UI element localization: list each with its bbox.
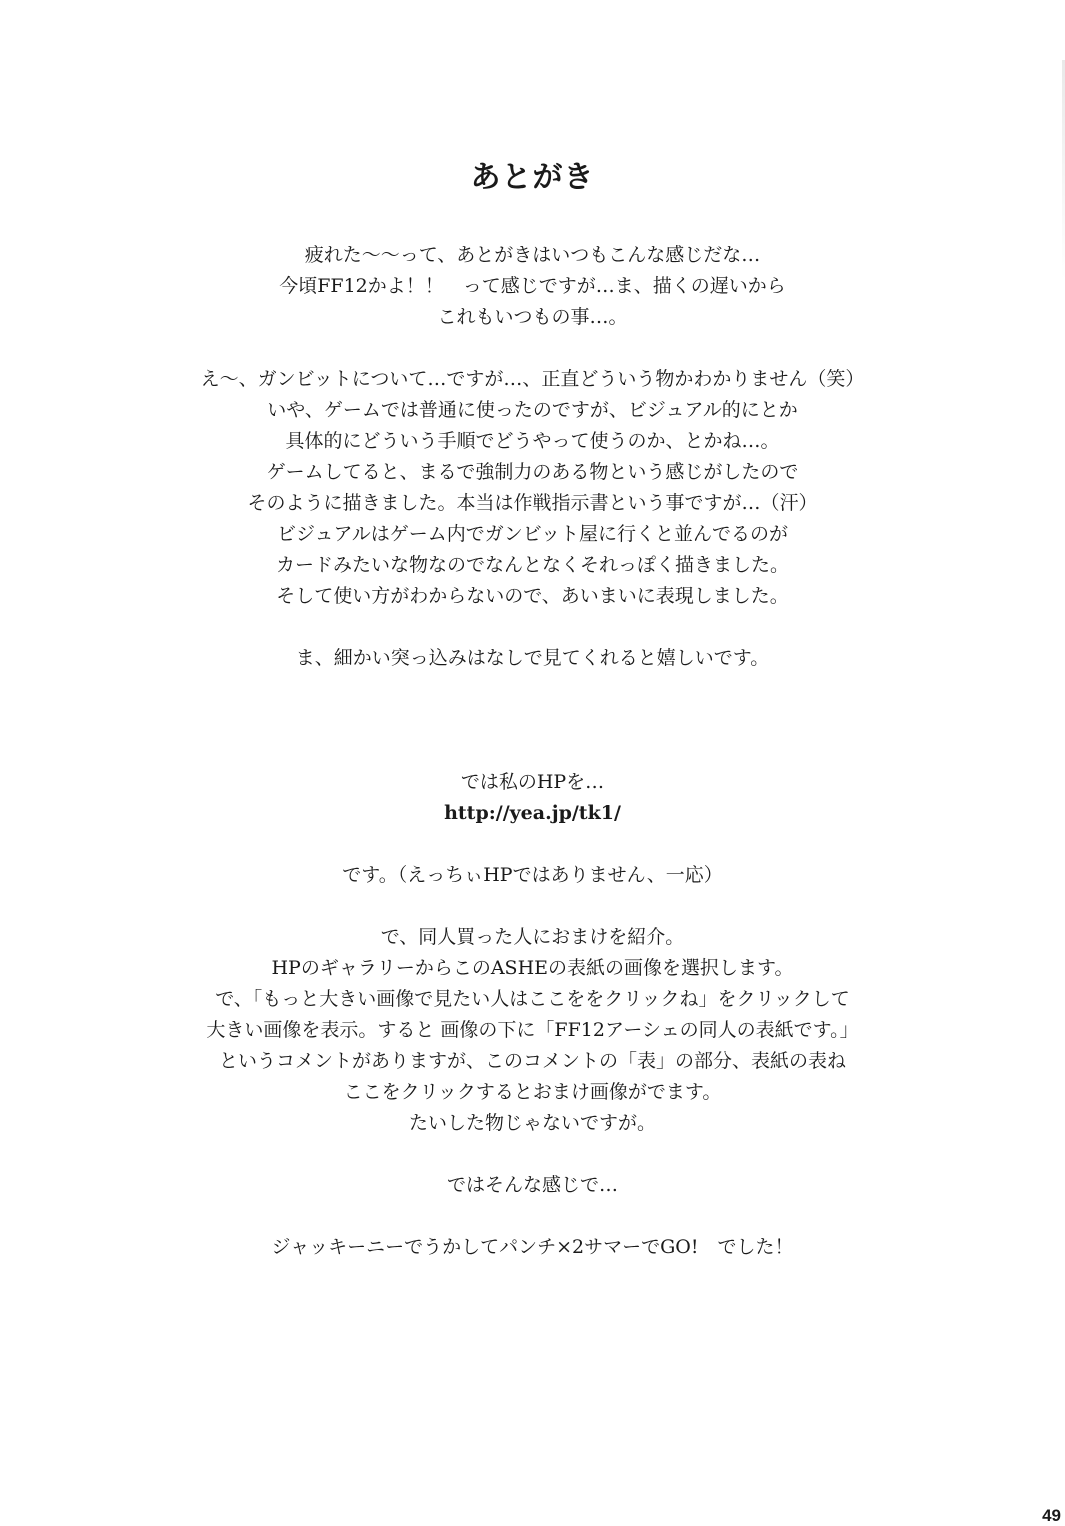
text-line: たいした物じゃないですが。 xyxy=(408,1112,656,1134)
text-line: です。（えっちぃHPではありません、一応） xyxy=(342,864,723,886)
text-line: 大きい画像を表示。すると 画像の下に「FF12アーシェの同人の表紙です。」 xyxy=(206,1019,859,1041)
afterword-body xyxy=(0,240,1065,1263)
text-line: いや、ゲームでは普通に使ったのですが、ビジュアル的にとか xyxy=(267,399,798,421)
text-line: ま、細かい突っ込みはなしで見てくれると嬉しいです。 xyxy=(295,647,770,669)
text-line: 今頃FF12かよ！！ って感じですが…ま、描くの遅いから xyxy=(279,275,786,297)
text-line: ゲームしてると、まるで強制力のある物という感じがしたので xyxy=(266,461,799,483)
text-line: 具体的にどういう手順でどうやって使うのか、とかね…。 xyxy=(285,430,780,452)
text-line: ビジュアルはゲーム内でガンビット屋に行くと並んでるのが xyxy=(276,523,789,545)
text-line: では私のHPを… xyxy=(460,771,605,793)
paragraph xyxy=(0,767,1065,829)
text-line: 疲れた〜〜って、あとがきはいつもこんな感じだな… xyxy=(304,244,761,266)
text-line: ジャッキーニーでうかしてパンチ×2サマーでGO! でした！ xyxy=(271,1236,794,1258)
paragraph xyxy=(0,240,1065,333)
text-line: というコメントがありますが、このコメントの「表」の部分、表紙の表ね xyxy=(218,1050,846,1072)
text-line: ここをクリックするとおまけ画像がでます。 xyxy=(343,1081,722,1103)
paragraph-gap xyxy=(0,891,1065,922)
page-title: あとがき xyxy=(470,160,595,195)
paragraph-gap xyxy=(0,333,1065,364)
paragraph xyxy=(0,922,1065,1139)
paragraph xyxy=(0,860,1065,891)
homepage-url: http://yea.jp/tk1/ xyxy=(444,802,621,824)
text-line: カードみたいな物なのでなんとなくそれっぽく描きました。 xyxy=(275,554,789,576)
text-line: そして使い方がわからないので、あいまいに表現しました。 xyxy=(276,585,789,607)
text-line: これもいつもの事…。 xyxy=(437,306,628,328)
text-line: で、同人買った人におまけを紹介。 xyxy=(380,926,685,948)
paragraph xyxy=(0,1170,1065,1201)
text-line: え〜、ガンビットについて…ですが…、正直どういう物かわかりません（笑） xyxy=(200,368,865,390)
page-number: 49 xyxy=(1042,1506,1061,1525)
text-line: ではそんな感じで… xyxy=(446,1174,618,1196)
paragraph-gap xyxy=(0,1201,1065,1232)
paragraph xyxy=(0,1232,1065,1263)
text-line: HPのギャラリーからこのASHEの表紙の画像を選択します。 xyxy=(271,957,794,979)
paragraph xyxy=(0,643,1065,674)
paragraph xyxy=(0,364,1065,612)
text-line: そのように描きました。本当は作戦指示書という事ですが…（汗） xyxy=(247,492,818,514)
section-gap xyxy=(0,736,1065,767)
section-gap xyxy=(0,674,1065,736)
paragraph-gap xyxy=(0,829,1065,860)
paragraph-gap xyxy=(0,1139,1065,1170)
paragraph-gap xyxy=(0,612,1065,643)
text-line: で、「もっと大きい画像で見たい人はここををクリックね」をクリックして xyxy=(215,988,850,1010)
